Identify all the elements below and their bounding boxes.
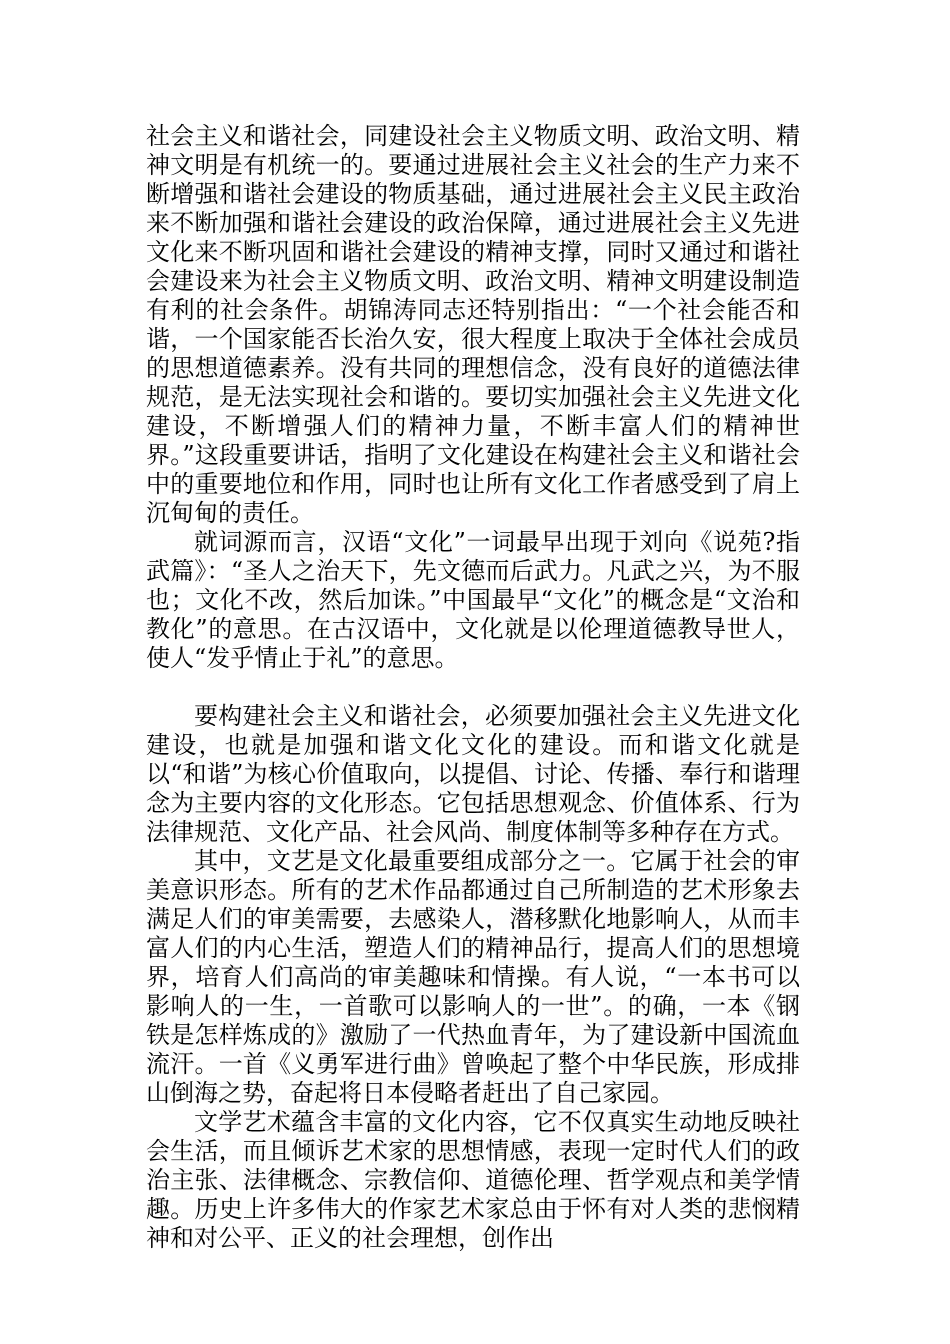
document-body (146, 122, 800, 1253)
paragraph-harmonious-culture: 要构建社会主义和谐社会，必须要加强社会主义先进文化建设，也就是加强和谐文化文化的建设。而和谐文化就是以“和谐”为核心价值取向，以提倡、讨论、传播、奉行和谐理念为主要内容的文化形态。它包括思想观念、价值体系、行为法律规范、文化产品、社会风尚、制度体制等多种存在方式。 (146, 702, 800, 846)
paragraph-etymology: 就词源而言，汉语“文化”一词最早出现于刘向《说苑?指武篇》：“圣人之治天下，先文德而后武力。凡武之兴，为不服也；文化不改，然后加诛。”中国最早“文化”的概念是“文治和教化”的意思。在古汉语中，文化就是以伦理道德教导世人，使人“发乎情止于礼”的意思。 (146, 528, 800, 672)
paragraph-harmonious-society: 社会主义和谐社会，同建设社会主义物质文明、政治文明、精神文明是有机统一的。要通过进展社会主义社会的生产力来不断增强和谐社会建设的物质基础，通过进展社会主义民主政治来不断加强和谐社会建设的政治保障，通过进展社会主义先进文化来不断巩固和谐社会建设的精神支撑，同时又通过和谐社会建设来为社会主义物质文明、政治文明、精神文明建设制造有利的社会条件。胡锦涛同志还特别指出：“一个社会能否和谐，一个国家能否长治久安，很大程度上取决于全体社会成员的思想道德素养。没有共同的理想信念，没有良好的道德法律规范，是无法实现社会和谐的。要切实加强社会主义先进文化建设，不断增强人们的精神力量，不断丰富人们的精神世界。”这段重要讲话，指明了文化建设在构建社会主义和谐社会中的重要地位和作用，同时也让所有文化工作者感受到了肩上沉甸甸的责任。 (146, 122, 800, 527)
paragraph-literature-art: 其中，文艺是文化最重要组成部分之一。它属于社会的审美意识形态。所有的艺术作品都通过自己所制造的艺术形象去满足人们的审美需要，去感染人，潜移默化地影响人，从而丰富人们的内心生活，塑造人们的精神品行，提高人们的思想境界，培育人们高尚的审美趣味和情操。有人说，“一本书可以影响人的一生，一首歌可以影响人的一世”。的确，一本《钢铁是怎样炼成的》激励了一代热血青年，为了建设新中国流血流汗。一首《义勇军进行曲》曾唤起了整个中华民族，形成排山倒海之势，奋起将日本侵略者赶出了自己家园。 (146, 847, 800, 1107)
paragraph-cultural-content: 文学艺术蕴含丰富的文化内容，它不仅真实生动地反映社会生活，而且倾诉艺术家的思想情感，表现一定时代人们的政治主张、法律概念、宗教信仰、道德伦理、哲学观点和美学情趣。历史上许多伟大的作家艺术家总由于怀有对人类的悲悯精神和对公平、正义的社会理想，创作出 (146, 1108, 800, 1252)
